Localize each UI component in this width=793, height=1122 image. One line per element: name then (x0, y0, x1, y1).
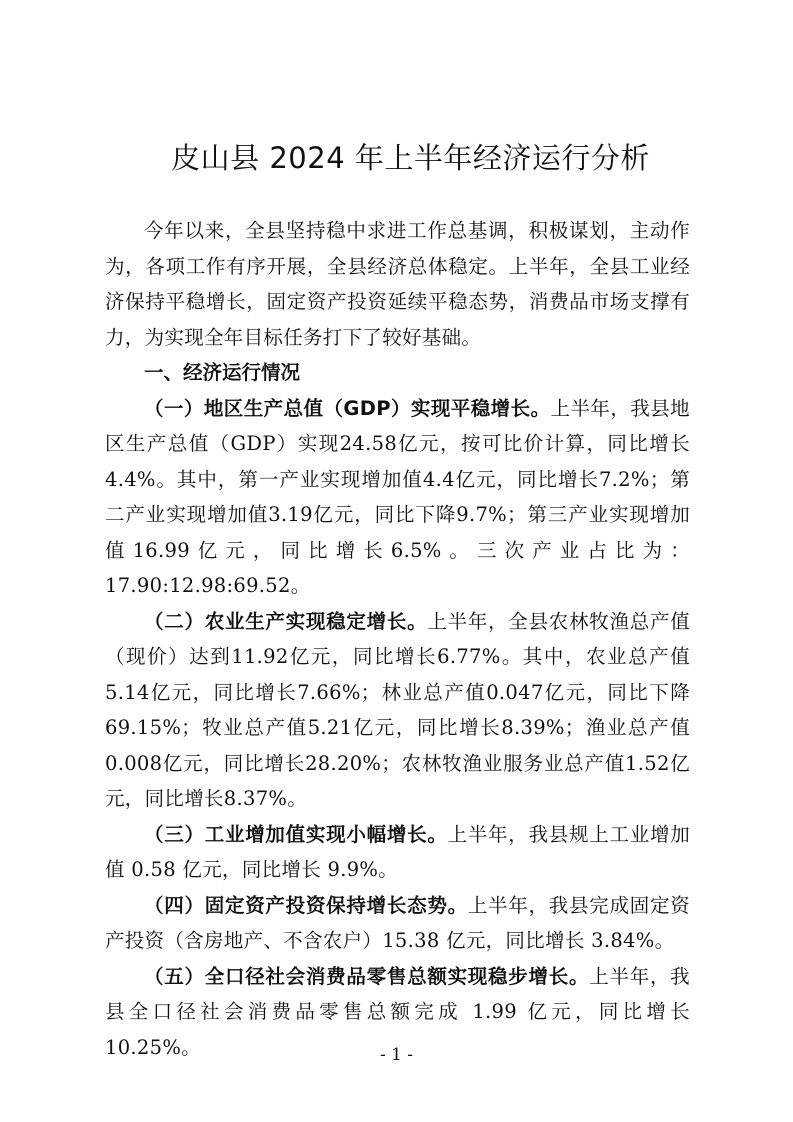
retail-heading: （五）全口径社会消费品零售总额实现稳步增长。 (144, 964, 590, 988)
industry-text: 上半年，我县规上工业增加值 0.58 亿元，同比增长 9.9%。 (105, 822, 690, 881)
industry-heading: （三）工业增加值实现小幅增长。 (144, 822, 448, 846)
intro-paragraph: 今年以来，全县坚持稳中求进工作总基调，积极谋划，主动作为，各项工作有序开展，全县经济总体稳定。上半年，全县工业经济保持平稳增长，固定资产投资延续平稳态势，消费品市场支撑有力，为实现全年目标任务打下了较好基础。 (105, 219, 690, 349)
gdp-text: 上半年，我县地区生产总值（GDP）实现24.58亿元，按可比价计算，同比增长4.4%。其中，第一产业实现增加值4.4亿元，同比增长7.2%；第二产业实现增加值3.19亿元，同比下降9.7%；第三产业实现增加值16.99亿元，同比增长6.5%。三次产业占比为：17.90:12.98:69.52。 (105, 396, 690, 597)
document-body (105, 213, 690, 1065)
agriculture-heading: （二）农业生产实现稳定增长。 (144, 609, 428, 633)
agriculture-paragraph (105, 604, 690, 817)
section-heading: 一、经济运行情况 (144, 361, 301, 384)
page-number: - 1 - (379, 1045, 414, 1065)
document-title: 皮山县 2024 年上半年经济运行分析 (171, 141, 650, 175)
agriculture-text: 上半年，全县农林牧渔总产值（现价）达到11.92亿元，同比增长6.77%。其中，农业总产值5.14亿元，同比增长7.66%；林业总产值0.047亿元，同比下降69.15%；牧业总产值5.21亿元，同比增长8.39%；渔业总产值0.008亿元，同比增长28.20%；农林牧渔业服务业总产值1.52亿元，同比增长8.37%。 (105, 609, 691, 810)
investment-paragraph (105, 888, 690, 959)
retail-text: 上半年，我县全口径社会消费品零售总额完成 1.99 亿元，同比增长 10.25%。 (105, 964, 690, 1059)
industry-paragraph (105, 817, 690, 888)
gdp-heading: （一）地区生产总值（GDP）实现平稳增长。 (144, 396, 551, 420)
investment-heading: （四）固定资产投资保持增长态势。 (144, 893, 468, 917)
gdp-paragraph (105, 391, 690, 604)
investment-text: 上半年，我县完成固定资产投资（含房地产、不含农户）15.38 亿元，同比增长 3.84%。 (105, 893, 690, 952)
